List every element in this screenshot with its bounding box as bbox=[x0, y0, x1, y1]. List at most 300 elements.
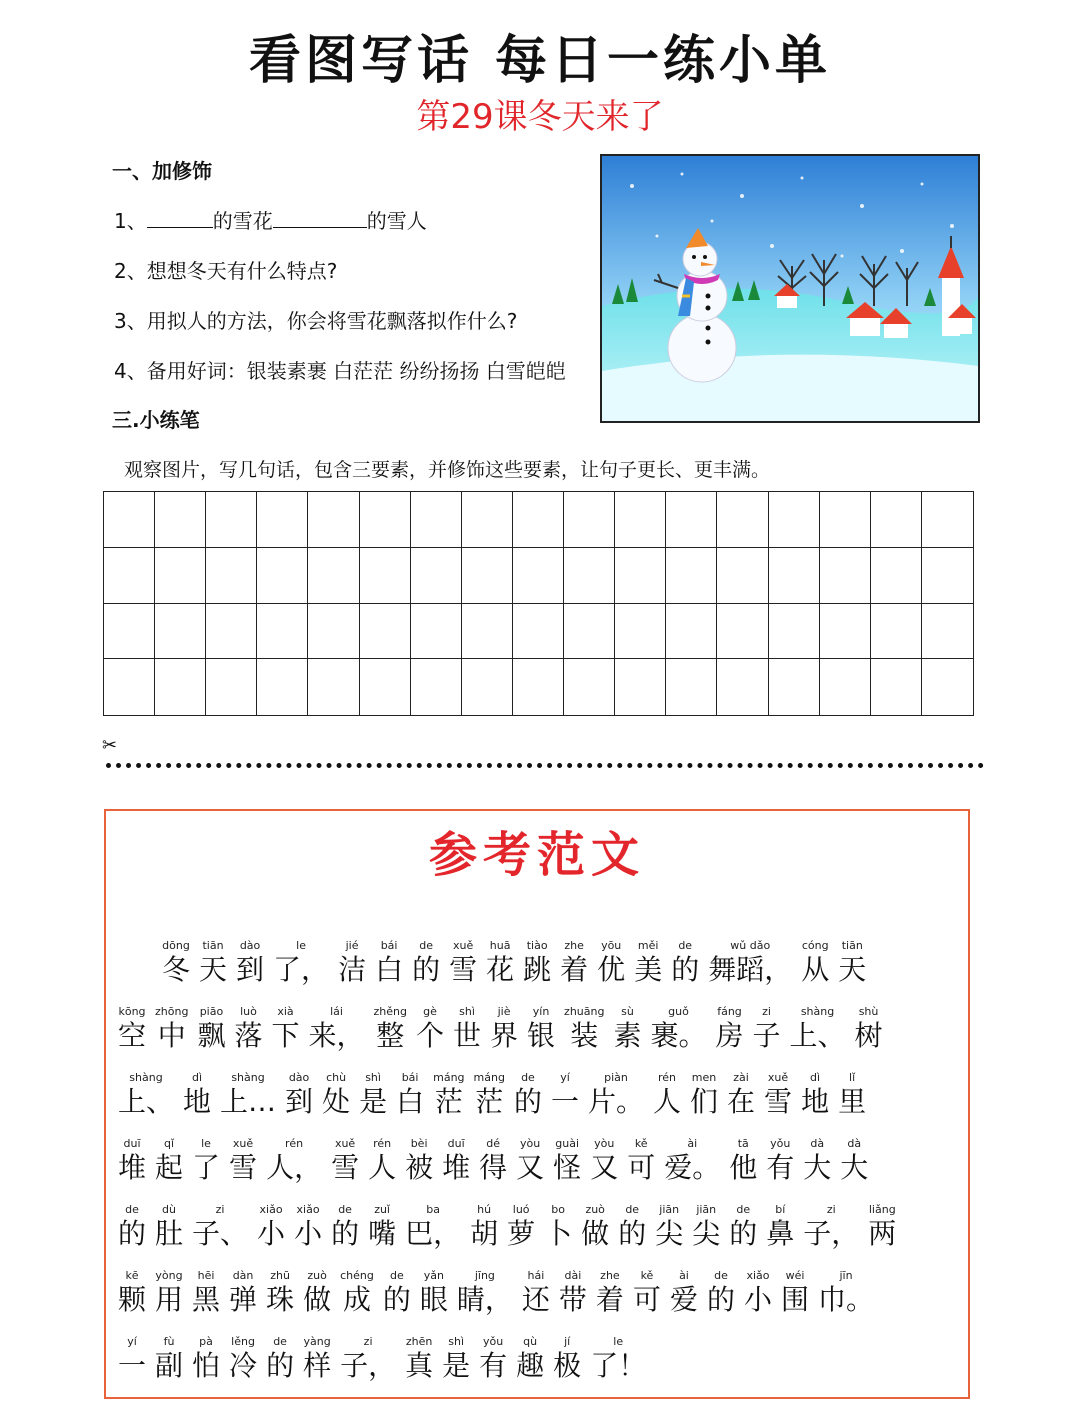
pinyin-character bbox=[192, 1269, 220, 1317]
pinyin: men bbox=[691, 1071, 717, 1084]
hanzi: 的 bbox=[729, 1217, 758, 1250]
hanzi: 的 bbox=[412, 953, 441, 986]
hanzi: 天 bbox=[199, 953, 228, 986]
pinyin: zuò bbox=[585, 1203, 605, 1216]
pinyin-character bbox=[716, 1005, 744, 1053]
pinyin-character bbox=[479, 1137, 507, 1185]
pinyin: cóng bbox=[801, 939, 829, 952]
pinyin-character bbox=[803, 1137, 831, 1185]
grid-cell[interactable] bbox=[360, 604, 411, 660]
section-1-heading: 一、加修饰 bbox=[112, 159, 212, 183]
grid-cell[interactable] bbox=[462, 659, 513, 715]
pinyin: xuě bbox=[767, 1071, 789, 1084]
pinyin-character bbox=[553, 1335, 581, 1383]
pinyin: lǐ bbox=[849, 1071, 856, 1084]
pinyin: huā bbox=[489, 939, 511, 952]
scissors-icon: ✂ bbox=[102, 735, 118, 756]
pinyin-character bbox=[266, 1335, 294, 1383]
hanzi: 围 bbox=[781, 1283, 810, 1316]
hanzi: 个 bbox=[415, 1019, 444, 1052]
question-3: 3、用拟人的方法，你会将雪花飘落拟作什么? bbox=[114, 309, 518, 333]
hanzi: 的 bbox=[513, 1085, 542, 1118]
grid-cell[interactable] bbox=[257, 604, 308, 660]
pinyin: le bbox=[296, 939, 306, 952]
grid-cell[interactable] bbox=[411, 659, 462, 715]
grid-cell[interactable] bbox=[564, 604, 615, 660]
hanzi: 爱。 bbox=[664, 1151, 721, 1184]
pinyin: tiān bbox=[202, 939, 224, 952]
hanzi: 人， bbox=[266, 1151, 323, 1184]
pinyin: bo bbox=[551, 1203, 566, 1216]
pinyin: guǒ bbox=[668, 1005, 689, 1018]
grid-cell[interactable] bbox=[104, 604, 155, 660]
hanzi: 卜 bbox=[544, 1217, 573, 1250]
pinyin: kōng bbox=[118, 1005, 146, 1018]
pinyin-character bbox=[285, 1071, 313, 1119]
pinyin-character bbox=[383, 1269, 411, 1317]
pinyin: shì bbox=[448, 1335, 465, 1348]
pinyin: sù bbox=[621, 1005, 634, 1018]
hanzi: 舞蹈， bbox=[708, 953, 793, 986]
grid-cell[interactable] bbox=[308, 548, 359, 604]
pinyin-character bbox=[338, 939, 366, 987]
hanzi: 整 bbox=[376, 1019, 405, 1052]
pinyin-character bbox=[490, 1005, 518, 1053]
hanzi: 又 bbox=[516, 1151, 545, 1184]
hanzi: 优 bbox=[597, 953, 626, 986]
pinyin: zi bbox=[826, 1203, 836, 1216]
pinyin: zi bbox=[363, 1335, 373, 1348]
pinyin-character bbox=[671, 939, 699, 987]
page-title: 看图写话 每日一练小单 bbox=[248, 31, 832, 91]
hanzi: 一 bbox=[550, 1085, 579, 1118]
grid-cell[interactable] bbox=[717, 492, 768, 548]
hanzi: 是 bbox=[359, 1085, 388, 1118]
hanzi: 带 bbox=[558, 1283, 587, 1316]
grid-cell[interactable] bbox=[360, 659, 411, 715]
pinyin: bái bbox=[401, 1071, 419, 1084]
hanzi: 从 bbox=[801, 953, 830, 986]
hanzi: 雪 bbox=[449, 953, 478, 986]
grid-cell[interactable] bbox=[871, 548, 922, 604]
pinyin-character bbox=[162, 939, 190, 987]
grid-cell[interactable] bbox=[666, 604, 717, 660]
grid-cell[interactable] bbox=[615, 659, 666, 715]
pinyin: duī bbox=[123, 1137, 141, 1150]
pinyin: zhěng bbox=[373, 1005, 407, 1018]
hanzi: 尖 bbox=[655, 1217, 684, 1250]
question-1-number: 1、 bbox=[114, 209, 147, 233]
grid-cell[interactable] bbox=[513, 604, 564, 660]
pinyin: kě bbox=[640, 1269, 654, 1282]
grid-cell[interactable] bbox=[564, 659, 615, 715]
pinyin-character bbox=[118, 1137, 146, 1185]
snowman-winter-scene-icon bbox=[600, 154, 980, 423]
pinyin: de bbox=[521, 1071, 535, 1084]
grid-cell[interactable] bbox=[769, 604, 820, 660]
pinyin-character bbox=[412, 939, 440, 987]
pinyin: piàn bbox=[604, 1071, 628, 1084]
pinyin-character bbox=[479, 1335, 507, 1383]
grid-cell[interactable] bbox=[411, 548, 462, 604]
pinyin-character bbox=[766, 1203, 794, 1251]
hanzi: 弹 bbox=[229, 1283, 258, 1316]
hanzi: 素 bbox=[613, 1019, 642, 1052]
pinyin: rén bbox=[285, 1137, 304, 1150]
pinyin-character bbox=[340, 1335, 396, 1383]
pinyin: zi bbox=[215, 1203, 225, 1216]
hanzi: 珠 bbox=[266, 1283, 295, 1316]
grid-cell[interactable] bbox=[820, 492, 871, 548]
grid-cell[interactable] bbox=[206, 604, 257, 660]
pinyin: pà bbox=[199, 1335, 213, 1348]
pinyin-character bbox=[581, 1203, 609, 1251]
hanzi: 可 bbox=[632, 1283, 661, 1316]
pinyin: dà bbox=[847, 1137, 862, 1150]
hanzi: 的 bbox=[382, 1283, 411, 1316]
hanzi: 洁 bbox=[338, 953, 367, 986]
pinyin: de bbox=[389, 1269, 404, 1282]
essay-line bbox=[118, 921, 968, 987]
grid-cell[interactable] bbox=[104, 548, 155, 604]
hanzi: 怪 bbox=[553, 1151, 582, 1184]
pinyin-character bbox=[753, 1005, 781, 1053]
grid-cell[interactable] bbox=[820, 548, 871, 604]
grid-cell[interactable] bbox=[820, 604, 871, 660]
reference-essay-title: 参考范文 bbox=[428, 827, 645, 883]
pinyin: zhōng bbox=[155, 1005, 189, 1018]
pinyin: yòu bbox=[594, 1137, 615, 1150]
hanzi: 里 bbox=[838, 1085, 867, 1118]
hanzi: 被 bbox=[405, 1151, 434, 1184]
question-1 bbox=[114, 206, 427, 236]
pinyin-character bbox=[551, 1071, 579, 1119]
grid-cell[interactable] bbox=[155, 659, 206, 715]
pinyin-character bbox=[790, 1005, 846, 1053]
hanzi: 肚 bbox=[155, 1217, 184, 1250]
grid-cell[interactable] bbox=[615, 548, 666, 604]
grid-cell[interactable] bbox=[206, 659, 257, 715]
hanzi: 人 bbox=[653, 1085, 682, 1118]
hanzi: 嘴 bbox=[368, 1217, 397, 1250]
pinyin-character bbox=[613, 1005, 641, 1053]
pinyin-character bbox=[236, 939, 264, 987]
grid-cell[interactable] bbox=[411, 604, 462, 660]
hanzi: 片。 bbox=[587, 1085, 644, 1118]
hanzi: 大 bbox=[840, 1151, 869, 1184]
pinyin: piāo bbox=[199, 1005, 224, 1018]
pinyin: xuě bbox=[232, 1137, 254, 1150]
hanzi: 的 bbox=[266, 1349, 295, 1382]
pinyin: yín bbox=[532, 1005, 550, 1018]
hanzi: 人 bbox=[368, 1151, 397, 1184]
pinyin: dù bbox=[162, 1203, 176, 1216]
grid-cell[interactable] bbox=[308, 659, 359, 715]
grid-cell[interactable] bbox=[308, 604, 359, 660]
grid-cell[interactable] bbox=[769, 492, 820, 548]
pinyin-character bbox=[818, 1269, 874, 1317]
pinyin: yí bbox=[560, 1071, 570, 1084]
grid-cell[interactable] bbox=[462, 604, 513, 660]
pinyin: zài bbox=[733, 1071, 749, 1084]
grid-cell[interactable] bbox=[155, 604, 206, 660]
answer-blank-2[interactable] bbox=[273, 207, 367, 228]
essay-line bbox=[118, 1317, 968, 1383]
hanzi: 上、 bbox=[118, 1085, 175, 1118]
hanzi: 子、 bbox=[192, 1217, 249, 1250]
grid-cell[interactable] bbox=[615, 492, 666, 548]
writing-instruction: 观察图片，写几句话，包含三要素，并修饰这些要素，让句子更长、更丰满。 bbox=[124, 459, 771, 481]
grid-cell[interactable] bbox=[104, 659, 155, 715]
pinyin-character bbox=[234, 1005, 262, 1053]
pinyin-character bbox=[155, 1005, 188, 1053]
pinyin: jiè bbox=[497, 1005, 511, 1018]
hanzi: 雪 bbox=[331, 1151, 360, 1184]
pinyin-character bbox=[368, 1203, 396, 1251]
grid-cell[interactable] bbox=[666, 548, 717, 604]
hanzi: 银 bbox=[527, 1019, 556, 1052]
hanzi: 白 bbox=[375, 953, 404, 986]
pinyin: wǔ dǎo bbox=[730, 939, 771, 952]
pinyin-character bbox=[588, 1071, 644, 1119]
pinyin: ba bbox=[426, 1203, 440, 1216]
pinyin: de bbox=[338, 1203, 352, 1216]
grid-cell[interactable] bbox=[257, 548, 308, 604]
hanzi: 可 bbox=[627, 1151, 656, 1184]
pinyin: zhuāng bbox=[564, 1005, 605, 1018]
pinyin: zuǐ bbox=[374, 1203, 390, 1216]
pinyin-character bbox=[507, 1203, 535, 1251]
pinyin-character bbox=[155, 1335, 183, 1383]
section-3-heading: 三.小练笔 bbox=[112, 408, 200, 432]
pinyin-character bbox=[523, 939, 551, 987]
grid-cell[interactable] bbox=[360, 548, 411, 604]
grid-cell[interactable] bbox=[104, 492, 155, 548]
pinyin: yǒu bbox=[483, 1335, 504, 1348]
pinyin: hái bbox=[527, 1269, 545, 1282]
grid-cell[interactable] bbox=[717, 659, 768, 715]
pinyin: shì bbox=[459, 1005, 475, 1018]
pinyin: de bbox=[678, 939, 693, 952]
hanzi: 小 bbox=[257, 1217, 286, 1250]
hanzi: 还 bbox=[521, 1283, 550, 1316]
pinyin-character bbox=[340, 1269, 374, 1317]
hanzi: 做 bbox=[303, 1283, 332, 1316]
pinyin-character bbox=[653, 1071, 681, 1119]
pinyin-character bbox=[766, 1137, 794, 1185]
grid-cell[interactable] bbox=[615, 604, 666, 660]
hanzi: 两 bbox=[868, 1217, 897, 1250]
pinyin-character bbox=[868, 1203, 896, 1251]
essay-line bbox=[118, 1119, 968, 1185]
hanzi: 小 bbox=[294, 1217, 323, 1250]
pinyin-character bbox=[294, 1203, 322, 1251]
pinyin: chéng bbox=[340, 1269, 374, 1282]
hanzi: 子， bbox=[340, 1349, 397, 1382]
hanzi: 是 bbox=[442, 1349, 471, 1382]
hanzi: 得 bbox=[479, 1151, 508, 1184]
pinyin-character bbox=[118, 1005, 146, 1053]
pinyin-character bbox=[559, 1269, 587, 1317]
grid-cell[interactable] bbox=[411, 492, 462, 548]
pinyin: yōu bbox=[601, 939, 622, 952]
grid-cell[interactable] bbox=[871, 659, 922, 715]
hanzi: 样 bbox=[303, 1349, 332, 1382]
hanzi: 子， bbox=[803, 1217, 860, 1250]
grid-cell[interactable] bbox=[717, 548, 768, 604]
pinyin: zhe bbox=[600, 1269, 620, 1282]
pinyin-character bbox=[690, 1071, 718, 1119]
pinyin: dé bbox=[486, 1137, 501, 1150]
grid-cell[interactable] bbox=[922, 492, 973, 548]
pinyin: shù bbox=[858, 1005, 879, 1018]
pinyin-character bbox=[197, 1005, 225, 1053]
pinyin: jiān bbox=[659, 1203, 680, 1216]
hanzi: 到 bbox=[236, 953, 265, 986]
hanzi: 雪 bbox=[229, 1151, 258, 1184]
pinyin-character bbox=[433, 1071, 464, 1119]
hanzi: 他 bbox=[729, 1151, 758, 1184]
hanzi: 黑 bbox=[192, 1283, 221, 1316]
pinyin-character bbox=[368, 1137, 396, 1185]
hanzi: 天 bbox=[838, 953, 867, 986]
pinyin-character bbox=[590, 1137, 618, 1185]
pinyin: qǐ bbox=[164, 1137, 175, 1150]
essay-line bbox=[118, 1251, 968, 1317]
grid-cell[interactable] bbox=[308, 492, 359, 548]
pinyin: rén bbox=[657, 1071, 677, 1084]
pinyin-character bbox=[801, 1071, 829, 1119]
pinyin: hú bbox=[477, 1203, 492, 1216]
pinyin: de bbox=[714, 1269, 728, 1282]
grid-cell[interactable] bbox=[922, 659, 973, 715]
grid-cell[interactable] bbox=[666, 492, 717, 548]
pinyin-character bbox=[229, 1137, 257, 1185]
hanzi: 巾。 bbox=[818, 1283, 875, 1316]
pinyin-character bbox=[838, 939, 866, 987]
pinyin-character bbox=[803, 1203, 859, 1251]
grid-cell[interactable] bbox=[462, 548, 513, 604]
pinyin: tiào bbox=[526, 939, 548, 952]
grid-cell[interactable] bbox=[564, 548, 615, 604]
hanzi: 地 bbox=[801, 1085, 830, 1118]
hanzi: 房 bbox=[715, 1019, 744, 1052]
essay-line bbox=[118, 987, 968, 1053]
pinyin: zhū bbox=[270, 1269, 290, 1282]
pinyin-character bbox=[664, 1137, 720, 1185]
pinyin: guài bbox=[555, 1137, 580, 1150]
hanzi: 跳 bbox=[523, 953, 552, 986]
grid-cell[interactable] bbox=[513, 659, 564, 715]
pinyin-character bbox=[229, 1269, 257, 1317]
pinyin-character bbox=[597, 939, 625, 987]
pinyin-character bbox=[309, 1005, 365, 1053]
pinyin-character bbox=[457, 1269, 513, 1317]
grid-cell[interactable] bbox=[564, 492, 615, 548]
answer-blank-1[interactable] bbox=[147, 207, 213, 228]
hanzi: 的 bbox=[706, 1283, 735, 1316]
pinyin-character bbox=[801, 939, 829, 987]
pinyin: jīn bbox=[839, 1269, 853, 1282]
pinyin: yí bbox=[127, 1335, 137, 1348]
pinyin: zuò bbox=[307, 1269, 327, 1282]
pinyin-character bbox=[453, 1005, 481, 1053]
pinyin-character bbox=[516, 1335, 544, 1383]
pinyin: zhe bbox=[564, 939, 584, 952]
grid-cell[interactable] bbox=[513, 492, 564, 548]
grid-cell[interactable] bbox=[769, 548, 820, 604]
pinyin-character bbox=[266, 1269, 294, 1317]
grid-cell[interactable] bbox=[769, 659, 820, 715]
pinyin-character bbox=[590, 1335, 646, 1383]
grid-cell[interactable] bbox=[666, 659, 717, 715]
grid-cell[interactable] bbox=[206, 492, 257, 548]
grid-cell[interactable] bbox=[922, 604, 973, 660]
grid-cell[interactable] bbox=[360, 492, 411, 548]
pinyin: yǎn bbox=[423, 1269, 444, 1282]
pinyin: xiǎo bbox=[746, 1269, 770, 1282]
pinyin-character bbox=[192, 1203, 248, 1251]
hanzi: 冷 bbox=[229, 1349, 258, 1382]
pinyin: luó bbox=[512, 1203, 530, 1216]
pinyin-character bbox=[838, 1071, 866, 1119]
grid-cell[interactable] bbox=[922, 548, 973, 604]
grid-cell[interactable] bbox=[462, 492, 513, 548]
pinyin: máng bbox=[433, 1071, 465, 1084]
pinyin: shì bbox=[365, 1071, 381, 1084]
pinyin-character bbox=[416, 1005, 444, 1053]
hanzi: 副 bbox=[155, 1349, 184, 1382]
writing-grid[interactable] bbox=[103, 491, 974, 716]
grid-cell[interactable] bbox=[871, 604, 922, 660]
grid-cell[interactable] bbox=[155, 548, 206, 604]
hanzi: 花 bbox=[486, 953, 515, 986]
hanzi: 趣 bbox=[516, 1349, 545, 1382]
hanzi: 了！ bbox=[590, 1349, 647, 1382]
pinyin: kē bbox=[125, 1269, 139, 1282]
pinyin: tiān bbox=[841, 939, 863, 952]
grid-cell[interactable] bbox=[257, 492, 308, 548]
grid-cell[interactable] bbox=[717, 604, 768, 660]
pinyin: qù bbox=[523, 1335, 538, 1348]
grid-cell[interactable] bbox=[206, 548, 257, 604]
hanzi: 做 bbox=[581, 1217, 610, 1250]
grid-cell[interactable] bbox=[871, 492, 922, 548]
hanzi: 雪 bbox=[764, 1085, 793, 1118]
grid-cell[interactable] bbox=[820, 659, 871, 715]
pinyin: měi bbox=[637, 939, 659, 952]
pinyin-character bbox=[596, 1269, 624, 1317]
pinyin-character bbox=[655, 1203, 683, 1251]
pinyin-character bbox=[183, 1071, 211, 1119]
grid-cell[interactable] bbox=[155, 492, 206, 548]
pinyin-character bbox=[155, 1269, 183, 1317]
pinyin-character bbox=[229, 1335, 257, 1383]
hanzi: 树 bbox=[854, 1019, 883, 1052]
hanzi: 地 bbox=[183, 1085, 212, 1118]
grid-cell[interactable] bbox=[513, 548, 564, 604]
hanzi: 空 bbox=[118, 1019, 147, 1052]
essay-line bbox=[118, 1053, 968, 1119]
grid-cell[interactable] bbox=[257, 659, 308, 715]
pinyin-character bbox=[118, 1269, 146, 1317]
pinyin: shàng bbox=[129, 1071, 163, 1084]
hanzi: 的 bbox=[618, 1217, 647, 1250]
pinyin: fù bbox=[163, 1335, 175, 1348]
pinyin: zhēn bbox=[405, 1335, 433, 1348]
question-1-part1: 的雪花 bbox=[212, 209, 273, 233]
pinyin-character bbox=[405, 1335, 433, 1383]
